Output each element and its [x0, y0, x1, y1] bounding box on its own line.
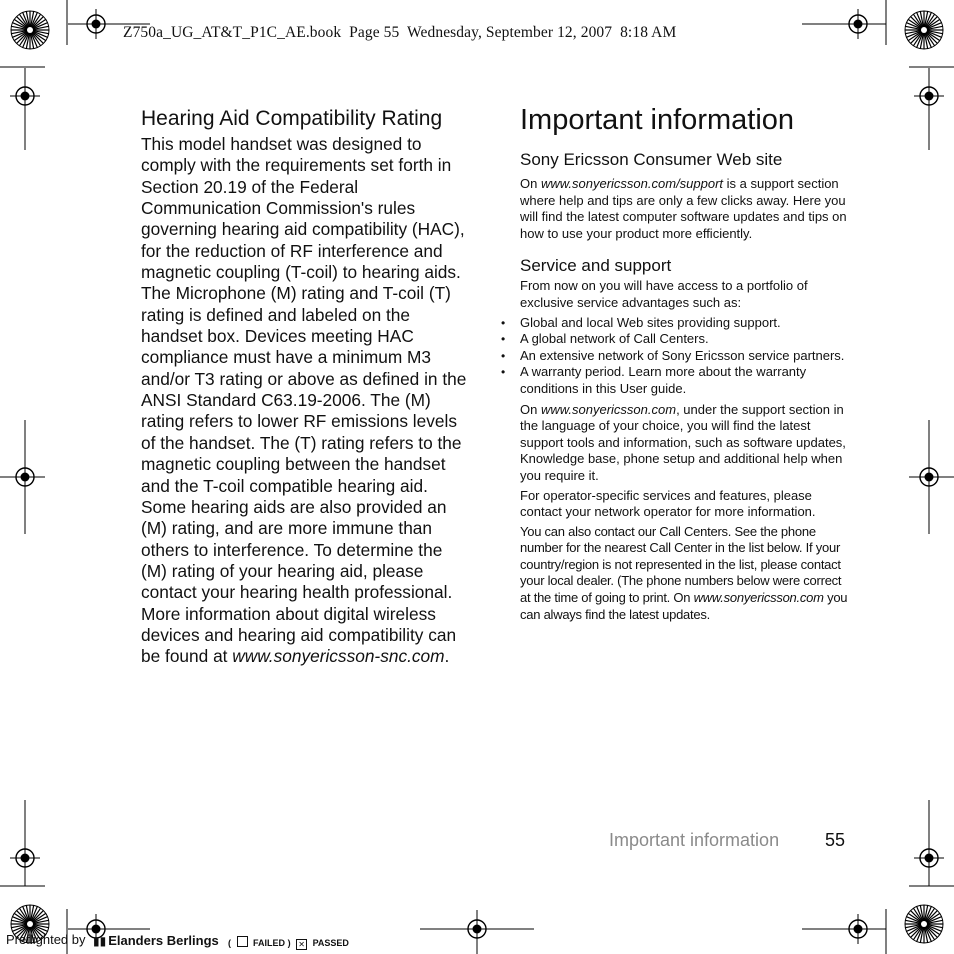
operator-paragraph: For operator-specific services and features, please contact your network operator for more information. — [520, 487, 816, 520]
updates-link[interactable]: www.sonyericsson.com — [693, 590, 824, 606]
important-information-section — [520, 102, 850, 623]
support-link[interactable]: www.sonyericsson.com/support — [540, 176, 724, 191]
book-header-line: Z750a_UG_AT&T_P1C_AE.book Page 55 Wednesday, September 12, 2007 8:18 AM — [123, 24, 677, 41]
list-item: • A global network of Call Centers. — [520, 331, 850, 348]
open-paren: ( — [228, 938, 231, 948]
support-post: , under the support section in the language of your choice, you will find the latest support tools and information, such as software updates, Knowledge base, phone setup and additional help when you require it. — [520, 401, 846, 483]
support-pre: On — [520, 401, 541, 417]
passed-label: PASSED — [312, 938, 349, 948]
web-site-post: is a support section where help and tips are only a few clicks away. Here you will find the latest computer software updates and tips on how to use your product more efficiently. — [520, 176, 847, 241]
page-title: Important information — [520, 104, 795, 136]
list-item: • An extensive network of Sony Ericsson service partners. — [520, 348, 850, 365]
elanders-mark-icon: ▮▮ — [93, 934, 107, 948]
passed-checkbox-icon: ✕ — [296, 939, 307, 950]
hac-body-end: . — [444, 646, 450, 667]
hac-link[interactable]: www.sonyericsson-snc.com — [232, 646, 445, 667]
preflight-status — [228, 936, 349, 950]
service-intro: From now on you will have access to a portfolio of exclusive service advantages such as: — [520, 278, 808, 310]
hac-body-text: This model handset was designed to comply with the requirements set forth in Section 20.19 of the Federal Communication Commission's rules governing hearing aid compatibility (HAC), for the reduction of RF interference and magnetic coupling (T-coil) to hearing aids. The Microphone (M) rating and T-coil (T) rating is defined and labeled on the handset box. Devices meeting HAC compliance must have a minimum M3 and/or T3 rating or above as defined in the ANSI Standard C63.19-2006. The (M) rating refers to lower RF emissions levels of the handset. The (T) rating refers to the magnetic coupling between the handset and the T-coil compatible hearing aid. Some hearing aids are also provided an (M) rating, and are more immune than others to interference. To determine the (M) rating of your hearing aid, please contact your hearing health professional. More information about digital wireless devices and hearing aid compatibility can be found at — [141, 134, 467, 667]
web-site-heading: Sony Ericsson Consumer Web site — [520, 150, 783, 169]
call-centers-post: you can always find the latest updates. — [520, 590, 848, 622]
page-number: 55 — [825, 830, 846, 850]
web-site-pre: On — [520, 176, 541, 191]
service-bullet-list — [520, 315, 850, 398]
hac-body — [141, 134, 471, 668]
preflight-label: Preflighted by — [6, 932, 86, 947]
failed-checkbox-icon — [237, 936, 248, 947]
hac-heading: Hearing Aid Compatibility Rating — [141, 107, 443, 130]
hac-section — [141, 107, 471, 668]
call-centers-paragraph — [520, 524, 850, 624]
elanders-name: Elanders Berlings — [108, 933, 219, 948]
support-site-link[interactable]: www.sonyericsson.com — [540, 401, 677, 417]
list-item: • A warranty period. Learn more about the warranty conditions in this User guide. — [520, 364, 850, 397]
support-paragraph — [520, 402, 850, 485]
close-paren: ) — [287, 938, 291, 948]
call-centers-pre: You can also contact our Call Centers. See the phone number for the nearest Call Center in the list below. If your country/region is not represented in the list, please contact your local dealer. (The phone numbers below were correct at the time of going to print. On — [520, 523, 842, 606]
web-site-paragraph — [520, 176, 850, 242]
service-heading: Service and support — [520, 256, 672, 276]
elanders-logo — [93, 933, 219, 948]
footer-section-title: Important information — [609, 830, 780, 850]
list-item: • Global and local Web sites providing support. — [520, 315, 850, 332]
failed-label: FAILED — [253, 938, 286, 948]
